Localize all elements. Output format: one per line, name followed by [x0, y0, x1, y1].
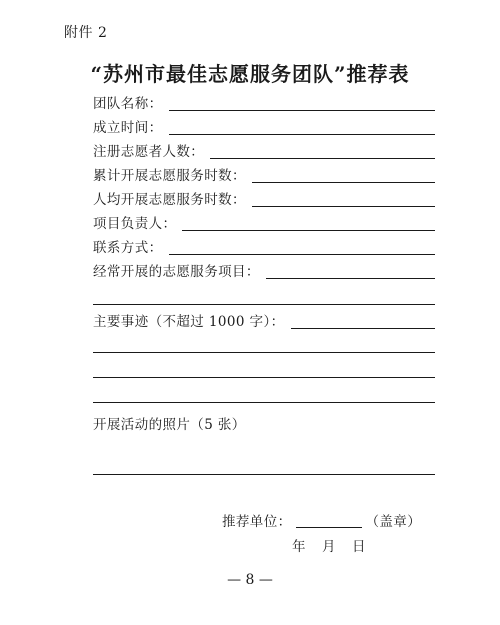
fill-line[interactable] [252, 205, 435, 207]
field-established-date[interactable] [93, 117, 435, 137]
field-label: 项目负责人： [93, 216, 177, 232]
fill-line[interactable] [93, 377, 435, 378]
date-year: 年 [292, 539, 306, 555]
field-total-service-hours[interactable] [93, 165, 435, 185]
recommend-unit [222, 510, 421, 530]
fill-line[interactable] [93, 474, 435, 475]
field-label: 联系方式： [93, 240, 163, 256]
fill-line[interactable] [210, 157, 435, 159]
field-regular-projects[interactable] [93, 261, 435, 281]
field-contact[interactable] [93, 237, 435, 257]
fill-line[interactable] [291, 327, 436, 329]
photos-label: 开展活动的照片（5 张） [93, 417, 246, 433]
fill-line[interactable] [182, 229, 435, 231]
field-label: 成立时间： [93, 120, 163, 136]
seal-label: （盖章） [365, 514, 422, 530]
fill-line[interactable] [169, 109, 436, 111]
field-registered-volunteers[interactable] [93, 141, 435, 161]
date-day: 日 [352, 539, 366, 555]
field-project-leader[interactable] [93, 213, 435, 233]
fill-line[interactable] [93, 352, 435, 353]
fill-line[interactable] [93, 402, 435, 403]
fill-line[interactable] [93, 304, 435, 305]
attachment-label: 附件 2 [64, 25, 108, 41]
page-number: — 8 — [227, 572, 273, 588]
field-label: 团队名称： [93, 96, 163, 112]
field-team-name[interactable] [93, 93, 435, 113]
page-title: “苏州市最佳志愿服务团队”推荐表 [90, 62, 410, 86]
fill-line[interactable] [169, 133, 436, 135]
field-label: 注册志愿者人数： [93, 144, 205, 160]
field-average-service-hours[interactable] [93, 189, 435, 209]
field-label: 主要事迹（不超过 1000 字）： [93, 314, 285, 330]
fill-line[interactable] [169, 253, 436, 255]
date-month: 月 [322, 539, 336, 555]
fill-line[interactable] [252, 181, 435, 183]
field-label: 经常开展的志愿服务项目： [93, 264, 260, 280]
field-main-deeds[interactable] [93, 311, 435, 331]
recommend-unit-label: 推荐单位： [222, 514, 292, 530]
fill-line[interactable] [266, 277, 435, 279]
field-label: 累计开展志愿服务时数： [93, 168, 246, 184]
recommend-unit-blank[interactable] [296, 526, 362, 528]
field-label: 人均开展志愿服务时数： [93, 192, 246, 208]
